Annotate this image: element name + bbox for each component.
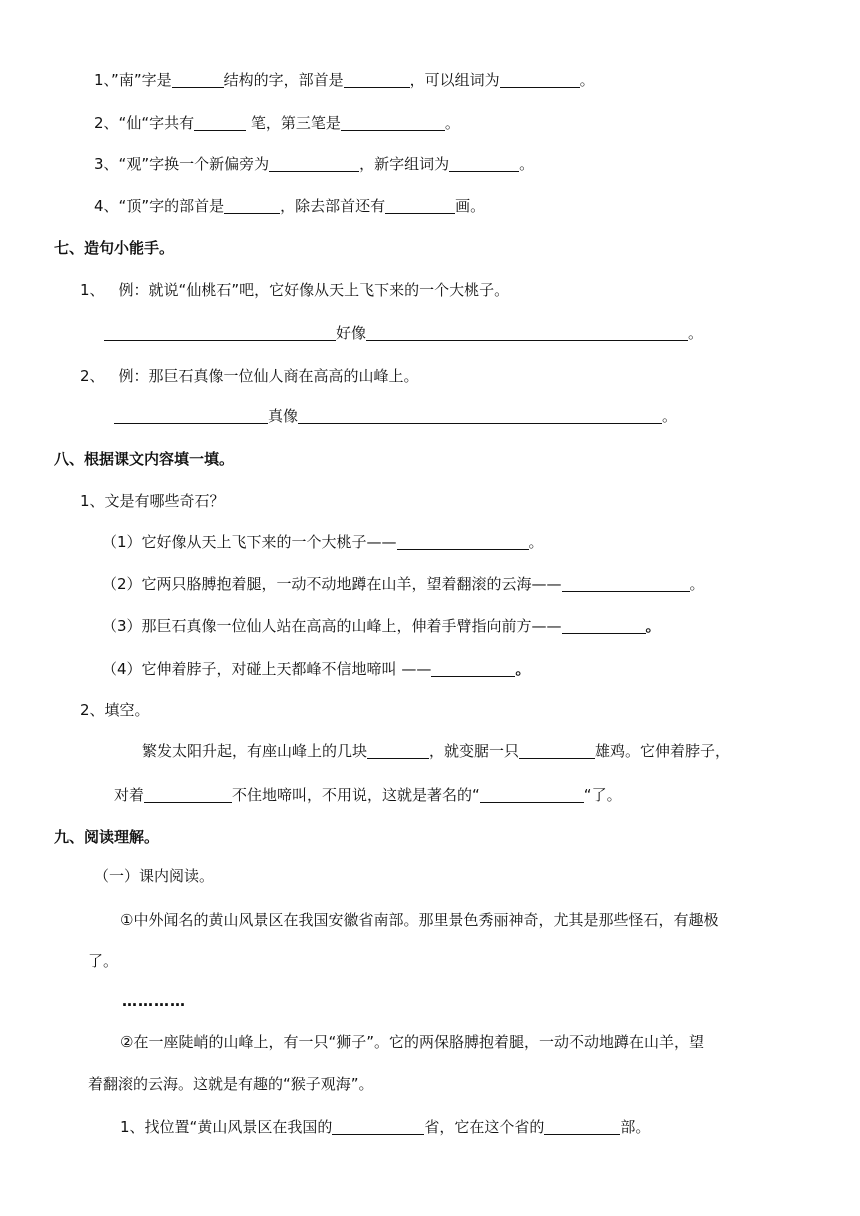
answer-blank[interactable] [269, 156, 359, 172]
q8-2: 2、填空。 [80, 701, 150, 719]
section7-heading: 七、造句小能手。 [54, 239, 175, 257]
answer-blank[interactable] [367, 743, 429, 759]
answer-blank[interactable] [144, 787, 232, 803]
answer-blank[interactable] [562, 618, 646, 634]
answer-blank[interactable] [341, 115, 445, 131]
answer-blank[interactable] [431, 661, 515, 677]
passage-paragraph-1: ①中外闻名的黄山风景区在我国安徽省南部。那里景色秀丽神奇，尤其是那些怪石，有趣极 [120, 911, 719, 929]
fill-item-4: （4）它伸着脖子，对碰上天都峰不信地啼叫 —— 。 [102, 660, 531, 678]
answer-blank[interactable] [332, 1119, 424, 1135]
passage-ellipsis: ………… [122, 992, 186, 1010]
answer-blank[interactable] [519, 743, 595, 759]
subsection-heading: （一）课内阅读。 [94, 867, 215, 885]
answer-blank[interactable] [224, 198, 280, 214]
fill-item-1: （1）它好像从天上飞下来的一个大桃子—— 。 [102, 533, 544, 551]
passage-paragraph-2: ②在一座陡峭的山峰上，有一只“狮子”。它的两保胳膊抱着腿，一动不动地蹲在山羊，望 [120, 1033, 704, 1051]
answer-blank[interactable] [298, 408, 662, 424]
passage-paragraph-1-cont: 了。 [88, 952, 119, 970]
answer-blank[interactable] [194, 115, 246, 131]
passage-paragraph-2-cont: 着翻滚的云海。这就是有趣的“猴子观海”。 [88, 1075, 374, 1093]
example-1: 1、 例：就说“仙桃石”吧，它好像从天上飞下来的一个大桃子。 [80, 281, 510, 299]
answer-blank[interactable] [500, 72, 580, 88]
sentence-line-2: 真像 。 [114, 406, 677, 426]
answer-blank[interactable] [114, 408, 268, 424]
q9-1: 1、找位置“黄山风景区在我国的 省，它在这个省的 部。 [120, 1118, 651, 1136]
q8-1: 1、文是有哪些奇石？ [80, 492, 225, 510]
answer-blank[interactable] [449, 156, 519, 172]
example-2: 2、 例：那巨石真像一位仙人商在高高的山峰上。 [80, 367, 419, 385]
answer-blank[interactable] [397, 534, 529, 550]
fill-paragraph-line-2: 对着 不住地啼叫，不用说，这就是著名的“ “了。 [114, 786, 622, 804]
q6-2: 2、“仙“字共有 笔，第三笔是 。 [94, 114, 460, 132]
q6-4: 4、“顶”字的部首是 ，除去部首还有 画。 [94, 197, 486, 215]
answer-blank[interactable] [544, 1119, 620, 1135]
fill-item-3: （3）那巨石真像一位仙人站在高高的山峰上，伸着手臂指向前方—— 。 [102, 617, 661, 635]
answer-blank[interactable] [172, 72, 224, 88]
section8-heading: 八、根据课文内容填一填。 [54, 450, 235, 468]
answer-blank[interactable] [366, 325, 688, 341]
answer-blank[interactable] [562, 576, 690, 592]
section9-heading: 九、阅读理解。 [54, 828, 160, 846]
q6-1: 1、”南”字是 结构的字，部首是 ，可以组词为 。 [94, 71, 595, 89]
answer-blank[interactable] [480, 787, 584, 803]
q6-3: 3、“观”字换一个新偏旁为 ，新字组词为 。 [94, 155, 535, 173]
sentence-line-1: 好像 。 [104, 323, 703, 343]
answer-blank[interactable] [104, 325, 336, 341]
fill-paragraph-line-1: 繁发太阳升起，有座山峰上的几块 ，就变腒一只 雄鸡。它伸着脖子， [142, 742, 731, 760]
answer-blank[interactable] [385, 198, 455, 214]
answer-blank[interactable] [344, 72, 410, 88]
fill-item-2: （2）它两只胳膊抱着腿，一动不动地蹲在山羊，望着翻滚的云海—— 。 [102, 575, 705, 593]
